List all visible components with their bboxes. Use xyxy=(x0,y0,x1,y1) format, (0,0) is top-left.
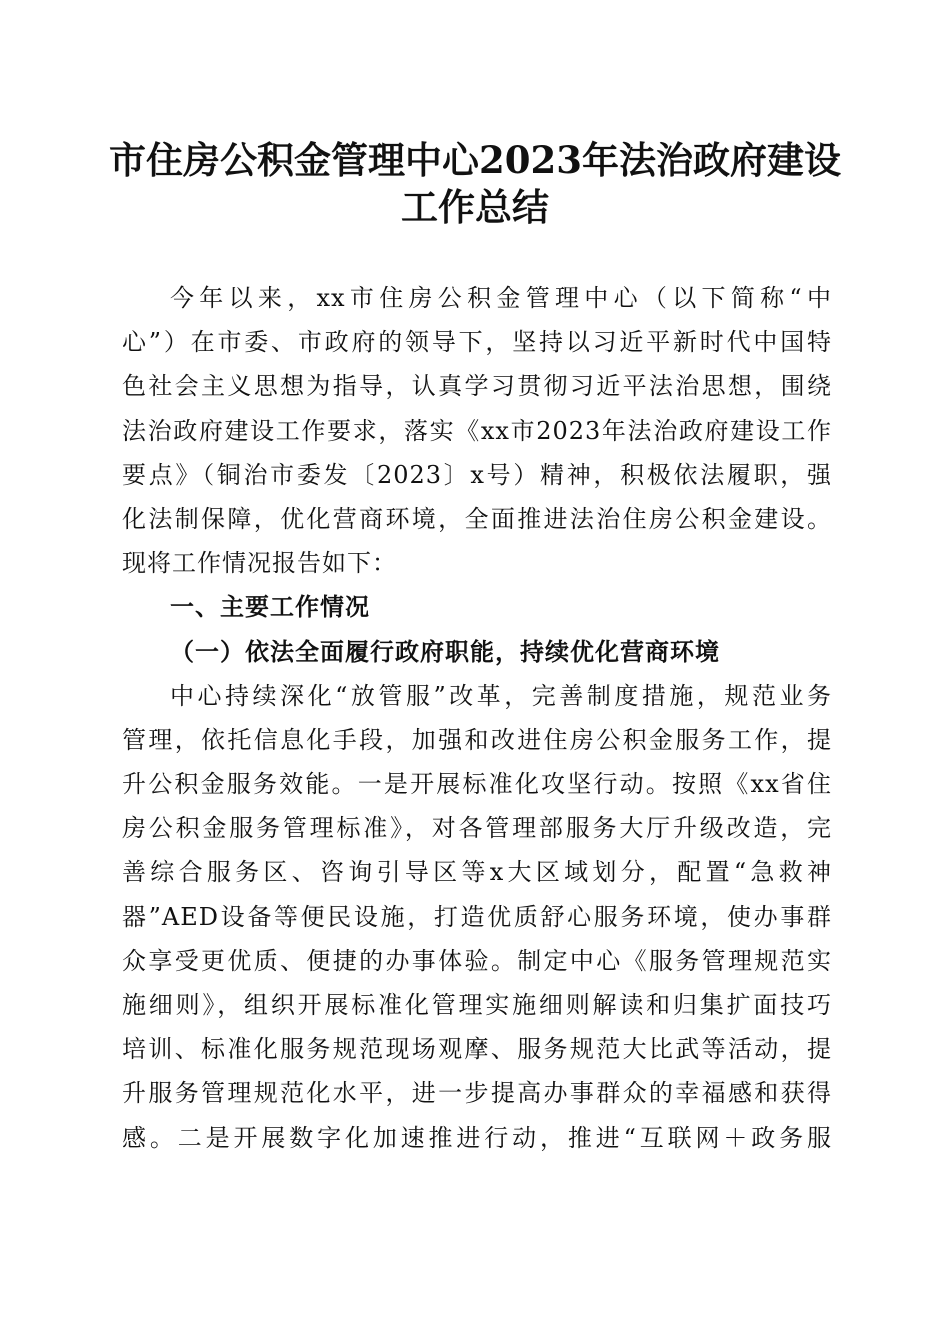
document-body xyxy=(122,276,832,1160)
intro-line: 今年以来，xx市住房公积金管理中心（以下简称“中 xyxy=(170,284,832,312)
section-line: 培训、标准化服务规范现场观摩、服务规范大比武等活动，提 xyxy=(122,1035,832,1064)
section-line: 器”AED设备等便民设施，打造优质舒心服务环境，使办事群 xyxy=(122,902,832,931)
section-line: 众享受更优质、便捷的办事体验。制定中心《服务管理规范实 xyxy=(122,946,832,975)
section-line: 升服务管理规范化水平，进一步提高办事群众的幸福感和获得 xyxy=(122,1079,832,1108)
section-line: 升公积金服务效能。一是开展标准化攻坚行动。按照《xx省住 xyxy=(122,770,832,799)
section-line: 管理，依托信息化手段，加强和改进住房公积金服务工作，提 xyxy=(122,725,832,754)
section-line: 房公积金服务管理标准》，对各管理部服务大厅升级改造，完 xyxy=(122,814,832,843)
section-line: 中心持续深化“放管服”改革，完善制度措施，规范业务 xyxy=(170,681,832,710)
section-heading-1: 一、主要工作情况 xyxy=(170,593,370,622)
section-line: 施细则》，组织开展标准化管理实施细则解读和归集扩面技巧 xyxy=(122,991,832,1019)
document-title-line-2: 工作总结 xyxy=(401,185,549,229)
intro-line: 色社会主义思想为指导，认真学习贯彻习近平法治思想，围绕 xyxy=(122,372,832,401)
section-line: 善综合服务区、咨询引导区等x大区域划分，配置“急救神 xyxy=(122,858,832,887)
intro-line: 法治政府建设工作要求，落实《xx市2023年法治政府建设工作 xyxy=(122,416,832,445)
intro-line: 现将工作情况报告如下： xyxy=(122,549,397,578)
intro-line: 化法制保障，优化营商环境，全面推进法治住房公积金建设。 xyxy=(122,504,832,533)
intro-line: 要点》（铜治市委发〔2023〕x号）精神，积极依法履职，强 xyxy=(122,460,832,489)
intro-line: 心”）在市委、市政府的领导下，坚持以习近平新时代中国特 xyxy=(122,328,832,357)
subsection-heading: （一）依法全面履行政府职能，持续优化营商环境 xyxy=(170,636,720,666)
document-title-line-1: 市住房公积金管理中心2023年法治政府建设 xyxy=(109,138,841,182)
section-line: 感。二是开展数字化加速推进行动，推进“互联网＋政务服 xyxy=(122,1123,832,1152)
